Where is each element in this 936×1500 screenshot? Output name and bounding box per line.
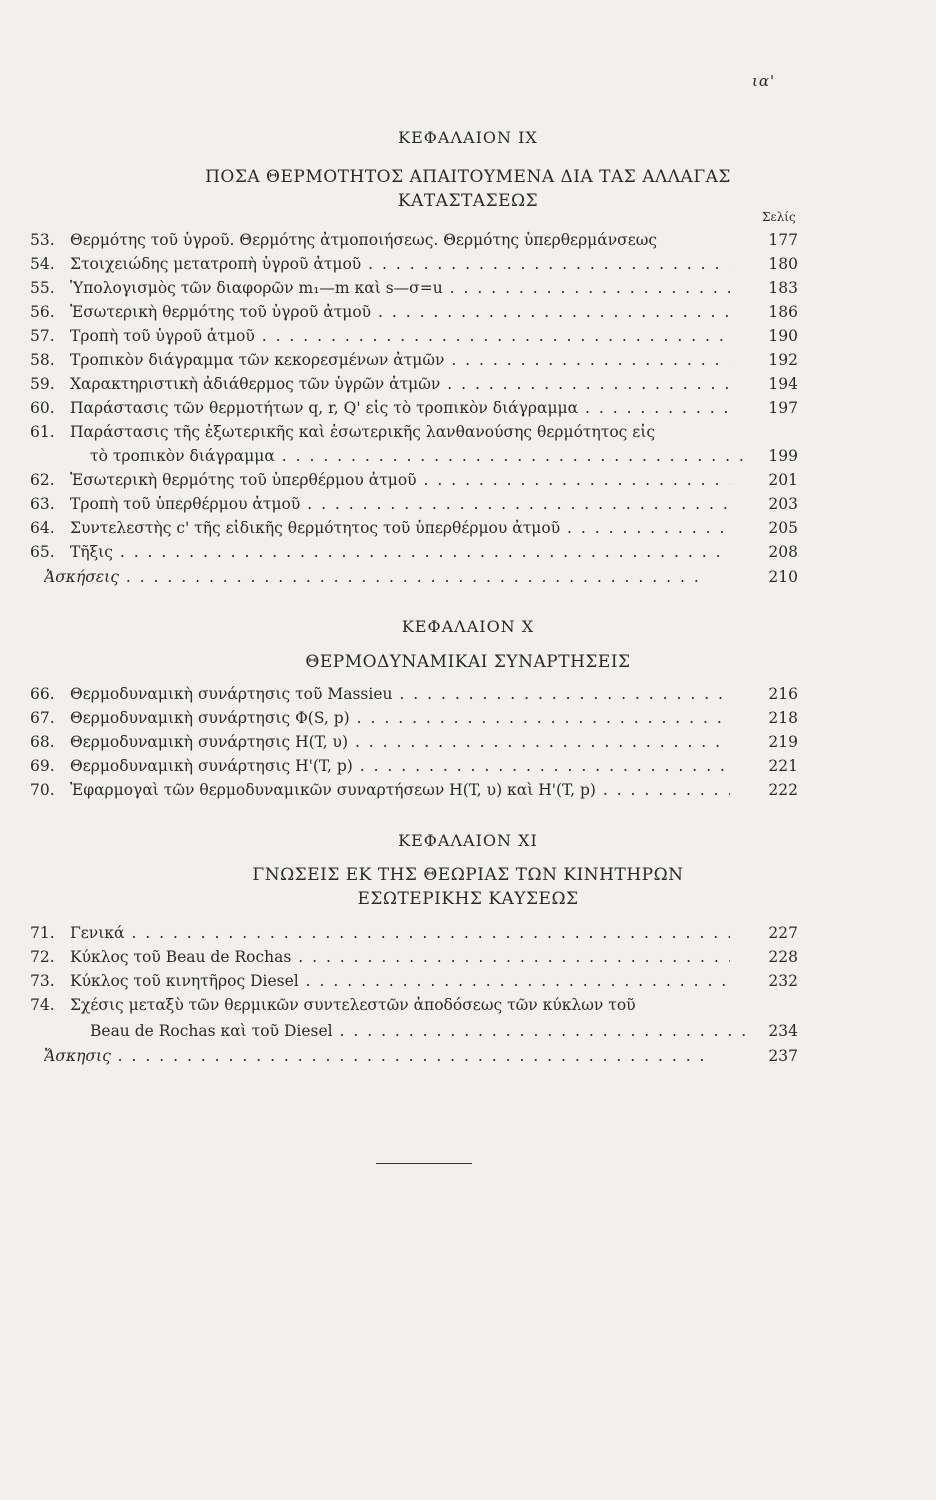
entry-title: Θερμότης τοῦ ὑγροῦ. Θερμότης ἀτμοποιήσεως. Θερμότης ὑπερθερμάνσεως — [70, 231, 658, 249]
toc-entry — [30, 970, 798, 992]
toc-entry — [30, 517, 798, 539]
entry-title: Ἐσωτερικὴ θερμότης τοῦ ὑγροῦ ἀτμοῦ . . . — [70, 301, 730, 323]
entry-page: 216 — [768, 685, 798, 703]
toc-entry — [30, 253, 798, 275]
entry-title: Θερμοδυναμικὴ συνάρτησις H(T, υ) . . . — [70, 731, 730, 753]
chapter-ix-title-line-1: ΠΟΣΑ ΘΕΡΜΟΤΗΤΟΣ ΑΠΑΙΤΟΥΜΕΝΑ ΔΙΑ ΤΑΣ ΑΛΛΑΓΑΣ — [205, 167, 731, 187]
entry-title: Θερμοδυναμικὴ συνάρτησις τοῦ Massieu . . . — [70, 683, 730, 705]
toc-entry — [30, 301, 798, 323]
entry-page: 199 — [768, 447, 798, 465]
toc-entry — [30, 469, 798, 491]
entry-title: Κύκλος τοῦ κινητῆρος Diesel . . . — [70, 970, 730, 992]
toc-entry — [30, 373, 798, 395]
entry-number: 71. — [30, 924, 55, 942]
toc-entry — [30, 922, 798, 944]
chapter-xi-title-line-1: ΓΝΩΣΕΙΣ ΕΚ ΤΗΣ ΘΕΩΡΙΑΣ ΤΩΝ ΚΙΝΗΤΗΡΩΝ — [252, 865, 684, 885]
toc-entry-continuation — [30, 1020, 798, 1042]
entry-number: 69. — [30, 757, 55, 775]
entry-page: 205 — [768, 519, 798, 537]
entry-number: 62. — [30, 471, 55, 489]
chapter-xi-title-line-2: ΕΣΩΤΕΡΙΚΗΣ ΚΑΥΣΕΩΣ — [357, 889, 579, 909]
entry-title-continuation: τὸ τροπικὸν διάγραμμα . . . — [90, 445, 750, 467]
entry-title-continuation: Beau de Rochas καὶ τοῦ Diesel . . . — [90, 1020, 750, 1042]
entry-title: Τροπικὸν διάγραμμα τῶν κεκορεσμένων ἀτμῶν . . . — [70, 349, 730, 371]
entry-title: Ὑπολογισμὸς τῶν διαφορῶν m₁—m καὶ s—σ=u . . . — [70, 277, 730, 299]
chapter-ix-label: ΚΕΦΑΛΑΙΟΝ IX — [398, 128, 538, 147]
toc-entry-exercise — [30, 1045, 798, 1067]
entry-page: 203 — [768, 495, 798, 513]
toc-entry — [30, 707, 798, 729]
entry-page: 208 — [768, 543, 798, 561]
toc-entry — [30, 325, 798, 347]
entry-title: Θερμοδυναμικὴ συνάρτησις H'(T, p) . . . — [70, 755, 730, 777]
entry-title: Παράστασις τῶν θερμοτήτων q, r, Q' εἰς τὸ τροπικὸν διάγραμμα . . . — [70, 397, 730, 419]
entry-title: Κύκλος τοῦ Beau de Rochas . . . — [70, 946, 730, 968]
entry-title: Στοιχειώδης μετατροπὴ ὑγροῦ ἀτμοῦ . . . — [70, 253, 730, 275]
entry-number: 72. — [30, 948, 55, 966]
toc-entry-exercises — [30, 566, 798, 588]
entry-title: Ἐσωτερικὴ θερμότης τοῦ ὑπερθέρμου ἀτμοῦ . . . — [70, 469, 730, 491]
entry-page: 177 — [768, 231, 798, 249]
entry-title: Τροπὴ τοῦ ὑγροῦ ἀτμοῦ . . . — [70, 325, 730, 347]
toc-entry — [30, 493, 798, 515]
entry-page: 218 — [768, 709, 798, 727]
entry-page: 221 — [768, 757, 798, 775]
entry-title: Ἀσκήσεις . . . — [44, 566, 704, 588]
entry-title: Τῆξις . . . — [70, 541, 730, 563]
entry-number: 55. — [30, 279, 55, 297]
closing-rule — [376, 1163, 472, 1164]
toc-entry — [30, 779, 798, 801]
entry-page: 194 — [768, 375, 798, 393]
entry-page: 186 — [768, 303, 798, 321]
toc-entry — [30, 731, 798, 753]
entry-page: 222 — [768, 781, 798, 799]
chapter-xi-label: ΚΕΦΑΛΑΙΟΝ XI — [398, 831, 538, 850]
entry-number: 56. — [30, 303, 55, 321]
entry-page: 180 — [768, 255, 798, 273]
entry-title: Συντελεστὴς c' τῆς εἰδικῆς θερμότητος τοῦ ὑπερθέρμου ἀτμοῦ . . . — [70, 517, 730, 539]
toc-entry — [30, 755, 798, 777]
entry-number: 58. — [30, 351, 55, 369]
chapter-x-title-line-1: ΘΕΡΜΟΔΥΝΑΜΙΚΑΙ ΣΥΝΑΡΤΗΣΕΙΣ — [305, 652, 631, 672]
entry-number: 74. — [30, 996, 55, 1014]
entry-page: 183 — [768, 279, 798, 297]
entry-title: Σχέσις μεταξὺ τῶν θερμικῶν συντελεστῶν ἀποδόσεως τῶν κύκλων τοῦ — [70, 996, 636, 1014]
toc-entry — [30, 994, 798, 1016]
entry-number: 64. — [30, 519, 55, 537]
entry-page: 237 — [768, 1047, 798, 1065]
entry-title: Παράστασις τῆς ἐξωτερικῆς καὶ ἐσωτερικῆς λανθανούσης θερμότητος εἰς — [70, 423, 656, 441]
toc-entry — [30, 683, 798, 705]
entry-number: 68. — [30, 733, 55, 751]
entry-number: 63. — [30, 495, 55, 513]
entry-page: 192 — [768, 351, 798, 369]
entry-page: 210 — [768, 568, 798, 586]
entry-page: 190 — [768, 327, 798, 345]
toc-entry — [30, 277, 798, 299]
toc-entry — [30, 946, 798, 968]
entry-number: 73. — [30, 972, 55, 990]
entry-page: 227 — [768, 924, 798, 942]
toc-entry — [30, 349, 798, 371]
page-number: ια' — [752, 72, 776, 90]
entry-number: 70. — [30, 781, 55, 799]
entry-number: 57. — [30, 327, 55, 345]
entry-title: Ἄσκησις . . . — [44, 1045, 704, 1067]
entry-number: 53. — [30, 231, 55, 249]
entry-number: 54. — [30, 255, 55, 273]
entry-title: Γενικά . . . — [70, 922, 730, 944]
chapter-x-label: ΚΕΦΑΛΑΙΟΝ X — [401, 617, 535, 636]
toc-entry — [30, 541, 798, 563]
entry-page: 228 — [768, 948, 798, 966]
entry-page: 219 — [768, 733, 798, 751]
entry-number: 67. — [30, 709, 55, 727]
page-column-header: Σελίς — [762, 210, 796, 224]
entry-number: 65. — [30, 543, 55, 561]
entry-number: 59. — [30, 375, 55, 393]
entry-number: 60. — [30, 399, 55, 417]
toc-entry — [30, 421, 798, 443]
entry-page: 201 — [768, 471, 798, 489]
entry-page: 234 — [768, 1022, 798, 1040]
entry-title: Χαρακτηριστικὴ ἀδιάθερμος τῶν ὑγρῶν ἀτμῶν . . . — [70, 373, 730, 395]
entry-number: 66. — [30, 685, 55, 703]
entry-page: 197 — [768, 399, 798, 417]
toc-entry — [30, 229, 798, 251]
entry-number: 61. — [30, 423, 55, 441]
toc-entry-continuation — [30, 445, 798, 467]
toc-entry — [30, 397, 798, 419]
entry-title: Θερμοδυναμικὴ συνάρτησις Φ(S, p) . . . — [70, 707, 730, 729]
entry-title: Τροπὴ τοῦ ὑπερθέρμου ἀτμοῦ . . . — [70, 493, 730, 515]
chapter-ix-title-line-2: ΚΑΤΑΣΤΑΣΕΩΣ — [397, 191, 539, 211]
entry-page: 232 — [768, 972, 798, 990]
entry-title: Ἐφαρμογαὶ τῶν θερμοδυναμικῶν συναρτήσεων H(T, υ) καὶ H'(T, p) . . . — [70, 779, 730, 801]
